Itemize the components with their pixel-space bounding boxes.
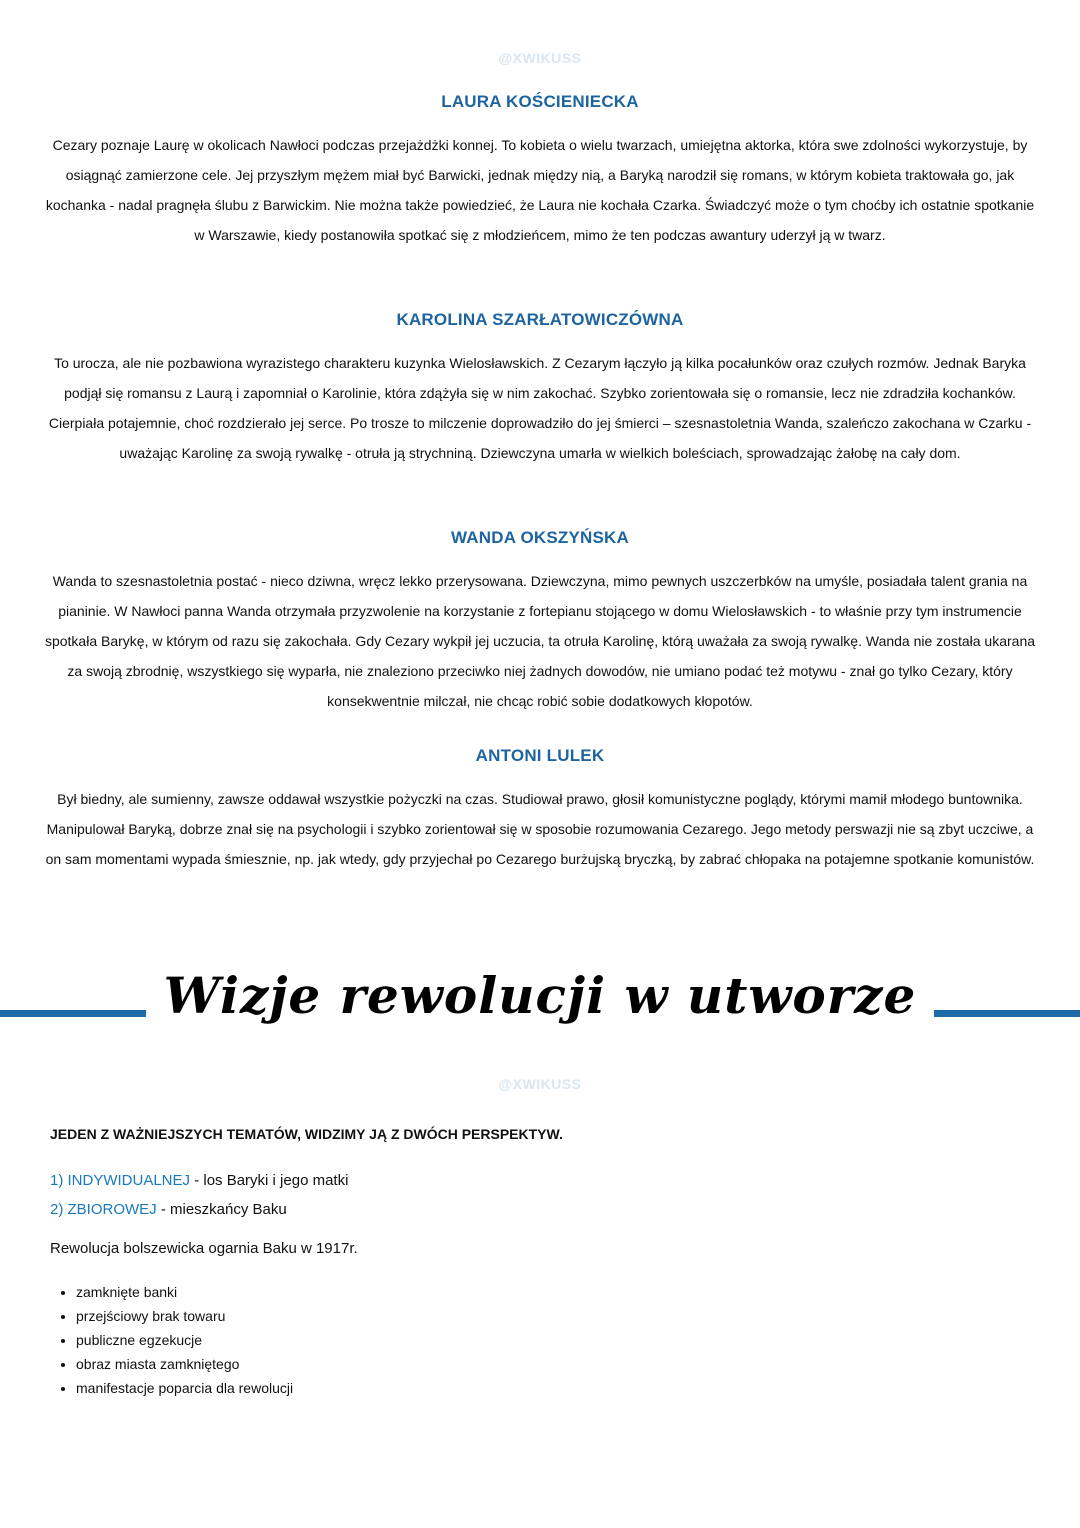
- section-title: KAROLINA SZARŁATOWICZÓWNA: [396, 310, 684, 329]
- section-text: To urocza, ale nie pozbawiona wyrazistego charakteru kuzynka Wielosławskich. Z Cezarym łączyło ją kilka pocałunków oraz czułych rozmów. Jednak Baryka podjął się romansu z Laurą i zapomniał o Karolinie, która zdążyła się w nim zakochać. Szybko zorientowała się o romansie, lecz nie zdradziła kochanków. Cierpiała potajemnie, choć rozdzierało jej serce. Po trosze to milczenie doprowadziło do jej śmierci – szesnastoletnia Wanda, szaleńczo zakochana w Czarku - uważając Karolinę za swoją rywalkę - otruła ją strychniną. Dziewczyna umarła w wielkich boleściach, sprowadzając żałobę na cały dom.: [48, 355, 1032, 461]
- perspective-label: 2) ZBIOROWEJ: [50, 1201, 157, 1218]
- perspective-desc: - los Baryki i jego matki: [190, 1172, 349, 1189]
- list-item: • obraz miasta zamkniętego: [76, 1352, 670, 1376]
- watermark-top: @XWIKUSS: [498, 50, 582, 66]
- lower-heading: [50, 1126, 670, 1144]
- revolution-line: [50, 1240, 670, 1257]
- revolution-line-text: Rewolucja bolszewicka ogarnia Baku w 1917r.: [50, 1240, 358, 1257]
- effects-section: [50, 1280, 670, 1400]
- perspective-item: [50, 1166, 670, 1195]
- section-title: LAURA KOŚCIENIECKA: [441, 92, 639, 111]
- section-title: ANTONI LULEK: [475, 746, 605, 765]
- section-text: Był biedny, ale sumienny, zawsze oddawał wszystkie pożyczki na czas. Studiował prawo, głosił komunistyczne poglądy, którymi mamił młodego buntownika. Manipulował Baryką, dobrze znał się na psychologii i szybko zorientował się w sposobie rozumowania Cezarego. Jego metody perswazji nie są zbyt uczciwe, a on sam momentami wypada śmiesznie, np. jak wtedy, gdy przyjechał po Cezarego burżujską bryczką, by zabrać chłopaka na potajemne spotkanie komunistów.: [45, 791, 1035, 867]
- section-text: Wanda to szesnastoletnia postać - nieco dziwna, wręcz lekko przerysowana. Dziewczyna, mimo pewnych uszczerbków na umyśle, posiadała talent grania na pianinie. W Nawłoci panna Wanda otrzymała przyzwolenie na korzystanie z fortepianu stojącego w domu Wielosławskich - to właśnie przy tym instrumencie spotkała Barykę, w którym od razu się zakochała. Gdy Cezary wykpił jej uczucia, ta otruła Karolinę, którą uważała za swoją rywalkę. Wanda nie została ukarana za swoją zbrodnię, wszystkiego się wyparła, nie znaleziono przeciwko niej żadnych dowodów, nie umiano podać też motywu - znał go tylko Cezary, który konsekwentnie milczał, nie chcąc robić sobie dodatkowych kłopotów.: [44, 573, 1036, 709]
- section-karolina: [44, 310, 1036, 468]
- section-laura: [44, 92, 1036, 250]
- perspective-item: [50, 1195, 670, 1224]
- perspective-label: 1) INDYWIDUALNEJ: [50, 1172, 191, 1189]
- watermark-bottom: @XWIKUSS: [498, 1076, 582, 1092]
- perspective-desc: - mieszkańcy Baku: [156, 1201, 287, 1218]
- effects-list: [50, 1280, 670, 1400]
- perspectives-list: [50, 1166, 670, 1224]
- section-antoni: [44, 746, 1036, 874]
- section-text: Cezary poznaje Laurę w okolicach Nawłoci podczas przejażdżki konnej. To kobieta o wielu twarzach, umiejętna aktorka, która swe zdolności wykorzystuje, by osiągnąć zamierzone cele. Jej przyszłym mężem miał być Barwicki, jednak między nią, a Baryką narodził się romans, w którym kobieta traktowała go, jak kochanka - nadal pragnęła ślubu z Barwickim. Nie można także powiedzieć, że Laura nie kochała Czarka. Świadczyć może o tym choćby ich ostatnie spotkanie w Warszawie, kiedy postanowiła spotkać się z młodzieńcem, mimo że ten podczas awantury uderzył ją w twarz.: [45, 137, 1035, 243]
- list-item: • manifestacje poparcia dla rewolucji: [76, 1376, 670, 1400]
- lower-heading-text: JEDEN Z WAŻNIEJSZYCH TEMATÓW, WIDZIMY JĄ Z DWÓCH PERSPEKTYW.: [50, 1126, 563, 1142]
- section-wanda: [44, 528, 1036, 716]
- main-heading: [0, 966, 1080, 1025]
- list-item: • zamknięte banki: [76, 1280, 670, 1304]
- section-title: WANDA OKSZYŃSKA: [450, 528, 630, 547]
- list-item: • przejściowy brak towaru: [76, 1304, 670, 1328]
- main-heading-text: Wizje rewolucji w utworze: [146, 966, 935, 1025]
- list-item: • publiczne egzekucje: [76, 1328, 670, 1352]
